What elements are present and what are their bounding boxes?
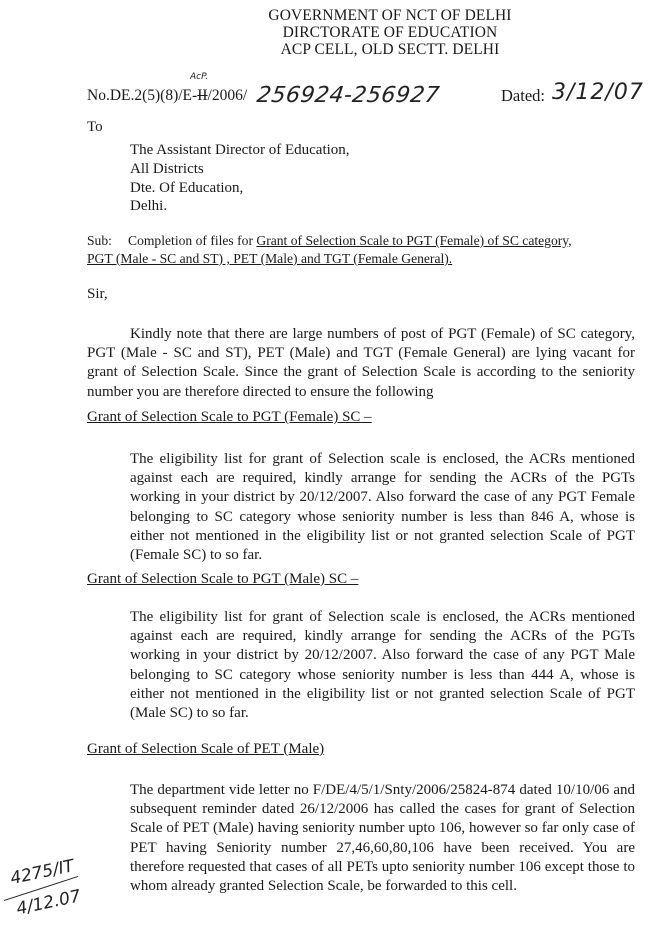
subject-underlined-1: Grant of Selection Scale to PGT (Female) of SC category, — [256, 233, 572, 248]
subject-plain: Completion of files for — [128, 233, 257, 248]
reference-suffix: /2006/ — [207, 87, 248, 104]
section-body-pgt-female-sc: The eligibility list for grant of Selection scale is enclosed, the ACRs mentioned against each are required, kindly arrange for sending the ACRs of the PGTs working in your district by 20/12/2007. Also forward the case of any PGT Female belonging to SC category whose seniority number is less than 846 A, whose is either not mentioned in the eligibility list or not granted selection Scale of PGT (Female SC) to so far. — [130, 451, 635, 564]
addressee-line: All Districts — [130, 161, 204, 177]
section-body-pet-male: The department vide letter no F/DE/4/5/1/Snty/2006/25824-874 dated 10/10/06 and subsequent reminder dated 26/12/2006 has called the cases for grant of Selection Scale of PET (Male) having seniority number upto 106, however so far only case of PET having Seniority number 27,46,60,80,106 have been received. You are therefore requested that cases of all PETs upto seniority number 106 except those to whom already granted Selection Scale, be forwarded to this cell. — [130, 782, 635, 895]
subject-label: Sub: — [87, 233, 112, 248]
handwritten-dispatch-number: 256924-256927 — [255, 83, 442, 108]
subject-underlined-2: PGT (Male - SC and ST) , PET (Male) and TGT (Female General). — [87, 251, 453, 266]
handwritten-acp-insert: AcP. — [190, 72, 209, 82]
section-heading-pet-male: Grant of Selection Scale of PET (Male) — [87, 741, 325, 757]
salutation: Sir, — [87, 286, 108, 302]
handwritten-margin-note — [6, 856, 83, 920]
letterhead-government: GOVERNMENT OF NCT OF DELHI — [268, 7, 512, 24]
handwritten-date: 3/12/07 — [552, 80, 644, 105]
section-body-pgt-male-sc: The eligibility list for grant of Selection scale is enclosed, the ACRs mentioned against each are required, kindly arrange for sending the ACRs of the PGTs working in your district by 20/12/2007. Also forward the case of any PGT Male belonging to SC category whose seniority number is less than 444 A, whose is either not mentioned in the eligibility list or not granted selection Scale of PGT (Male SC) to so far. — [130, 609, 635, 722]
margin-note-date: 4/12.07 — [14, 886, 83, 920]
addressee-line: The Assistant Director of Education, — [130, 142, 350, 158]
letterhead-cell: ACP CELL, OLD SECTT. DELHI — [280, 41, 500, 58]
section-heading-pgt-female-sc: Grant of Selection Scale to PGT (Female) SC – — [87, 409, 372, 425]
addressee-line: Delhi. — [130, 198, 168, 214]
reference-number — [87, 87, 247, 105]
reference-prefix: No.DE.2(5)(8)/E- — [87, 87, 198, 104]
dated-label: Dated: — [501, 86, 545, 105]
section-heading-pgt-male-sc: Grant of Selection Scale to PGT (Male) SC – — [87, 571, 359, 587]
intro-text: Kindly note that there are large numbers of post of PGT (Female) of SC category, PGT (Male - SC and ST), PET (Male) and TGT (Female General) are lying vacant for grant of Selection Scale. Since the grant of Selection Scale is according to the seniority number you are therefore directed to ensure the following — [87, 326, 635, 400]
reference-struck-text: II — [197, 87, 208, 104]
addressee-line: Dte. Of Education, — [130, 180, 244, 196]
margin-note-number: 4275/IT — [8, 856, 76, 890]
letterhead-directorate: DIRCTORATE OF EDUCATION — [282, 24, 498, 41]
subject-line — [87, 232, 627, 268]
to-label: To — [87, 119, 103, 135]
intro-paragraph — [87, 325, 635, 402]
